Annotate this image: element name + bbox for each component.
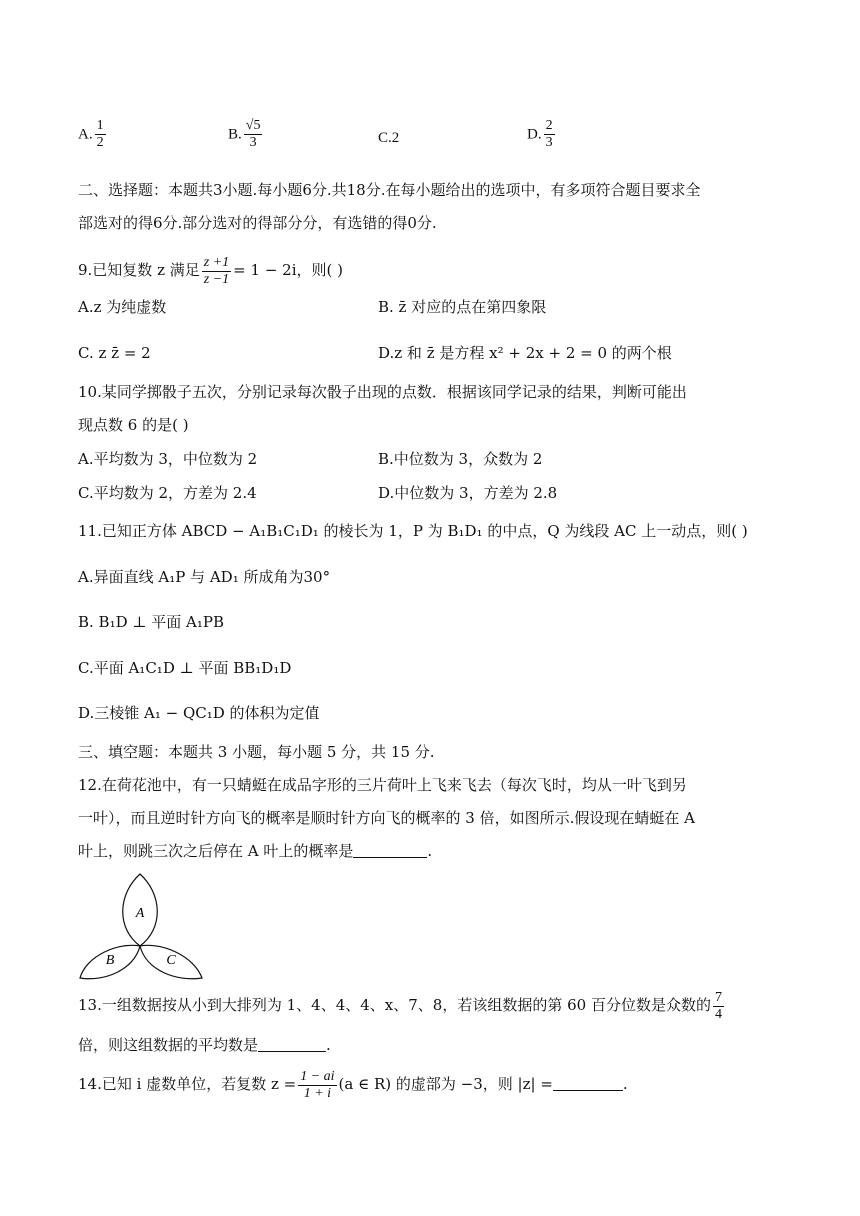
q13-line1: 13.一组数据按从小到大排列为 1、4、4、4、x、7、8，若该组数据的第 60 百分位数是众数的 $\frac{7}{4}$ xyxy=(78,989,722,1022)
section2-heading-line2: 部选对的得6分.部分选对的得部分分，有选错的得0分. xyxy=(78,214,437,232)
q8-option-b: B. $\frac{√5}{3}$ xyxy=(228,118,261,150)
q12-line3: 叶上，则跳三次之后停在 A 叶上的概率是 . xyxy=(78,842,433,860)
q13-fraction: $\frac{7}{4}$ xyxy=(714,989,722,1022)
q9-option-d: D.z 和 z̄ 是方程 x² + 2x + 2 = 0 的两个根 xyxy=(378,344,672,362)
q11-option-b: B. B₁D ⊥ 平面 A₁PB xyxy=(78,613,224,631)
q8-b-fraction: $\frac{√5}{3}$ xyxy=(245,118,261,150)
q14-stem: 14.已知 i 虚数单位，若复数 z = $\frac{1 - ai}{1 + i}$ (a ∈ R) 的虚部为 −3，则 |z| = . xyxy=(78,1068,628,1101)
q9-option-c: C. z z̄ = 2 xyxy=(78,344,151,362)
q8-d-fraction: $\frac{2}{3}$ xyxy=(545,118,553,150)
section2-heading-line1: 二、选择题：本题共3小题.每小题6分.共18分.在每小题给出的选项中，有多项符合题目要求全 xyxy=(78,181,701,199)
q9-stem: 9.已知复数 z 满足 $\frac{z +1}{z -1}$ = 1 − 2i，则( ) xyxy=(78,254,343,287)
leaf-b-label: B xyxy=(105,953,115,968)
q14-fraction: $\frac{1 - ai}{1 + i}$ xyxy=(300,1068,335,1101)
section3-heading: 三、填空题：本题共 3 小题，每小题 5 分，共 15 分. xyxy=(78,743,435,761)
q13-answer-blank xyxy=(258,1037,326,1052)
q8-a-fraction: $\frac{1}{2}$ xyxy=(96,118,104,150)
q9-fraction: $\frac{z +1}{z -1}$ xyxy=(203,254,230,287)
q11-option-c: C.平面 A₁C₁D ⊥ 平面 BB₁D₁D xyxy=(78,659,292,677)
q10-option-b: B.中位数为 3，众数为 2 xyxy=(378,450,543,468)
q8-option-c: C.2 xyxy=(378,130,400,146)
q10-stem-line1: 10.某同学掷骰子五次，分别记录每次骰子出现的点数．根据该同学记录的结果，判断可能出 xyxy=(78,383,687,401)
leaf-a-label: A xyxy=(135,906,145,921)
lotus-leaves-figure xyxy=(78,872,210,982)
q14-answer-blank xyxy=(553,1076,623,1091)
leaf-c-label: C xyxy=(166,953,176,968)
q11-option-a: A.异面直线 A₁P 与 AD₁ 所成角为30° xyxy=(78,568,331,586)
q13-line2: 倍，则这组数据的平均数是 . xyxy=(78,1036,331,1054)
q11-stem: 11.已知正方体 ABCD − A₁B₁C₁D₁ 的棱长为 1，P 为 B₁D₁ 的中点，Q 为线段 AC 上一动点，则( ) xyxy=(78,522,748,540)
q8-option-d: D. $\frac{2}{3}$ xyxy=(527,118,553,150)
q12-line1: 12.在荷花池中，有一只蜻蜓在成品字形的三片荷叶上飞来飞去（每次飞时，均从一叶飞到另 xyxy=(78,776,687,794)
q9-option-b: B. z̄ 对应的点在第四象限 xyxy=(378,298,547,316)
q10-option-a: A.平均数为 3，中位数为 2 xyxy=(78,450,258,468)
q8-option-a: A. $\frac{1}{2}$ xyxy=(78,118,104,150)
q10-option-c: C.平均数为 2，方差为 2.4 xyxy=(78,484,257,502)
q12-line2: 一叶），而且逆时针方向飞的概率是顺时针方向飞的概率的 3 倍，如图所示.假设现在蜻蜓在 A xyxy=(78,809,695,827)
q10-option-d: D.中位数为 3，方差为 2.8 xyxy=(378,484,558,502)
q12-answer-blank xyxy=(353,843,427,858)
q11-option-d: D.三棱锥 A₁ − QC₁D 的体积为定值 xyxy=(78,704,320,722)
q10-stem-line2: 现点数 6 的是( ) xyxy=(78,416,189,434)
q9-option-a: A.z 为纯虚数 xyxy=(78,298,167,316)
